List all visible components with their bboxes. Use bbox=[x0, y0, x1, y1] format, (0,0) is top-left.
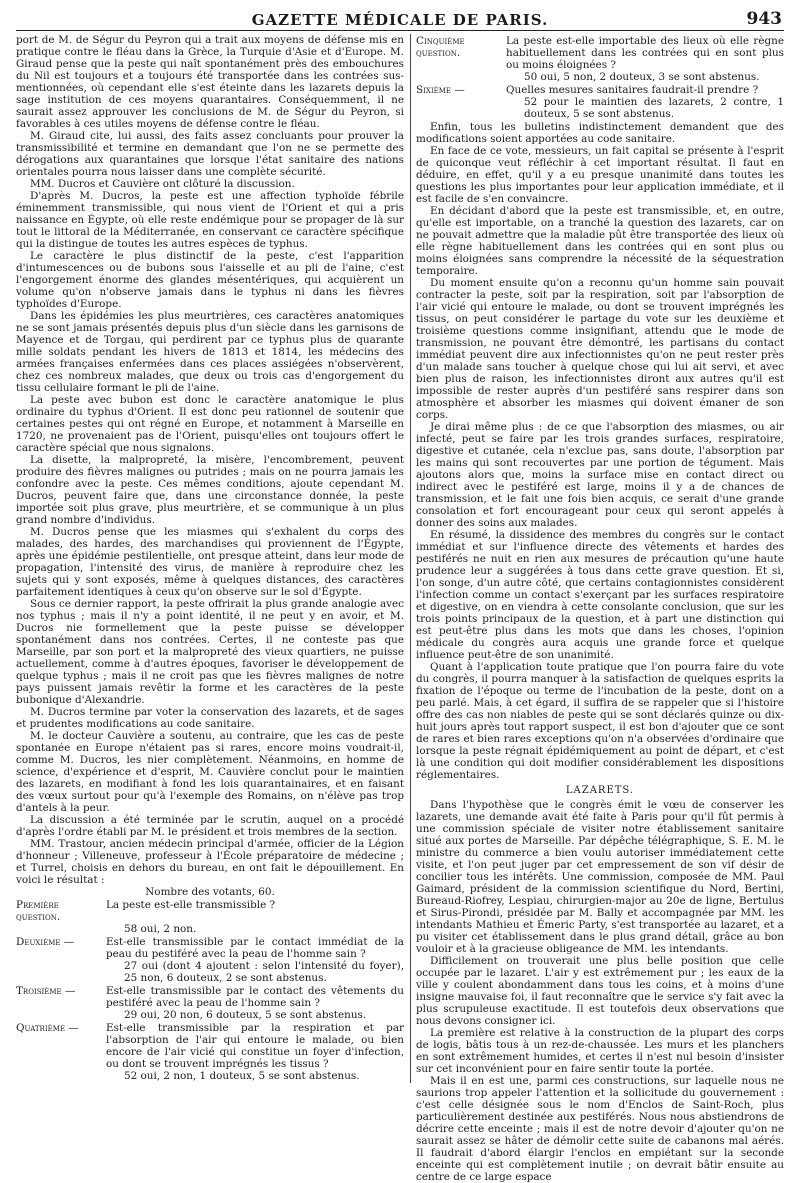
paragraph: Je dirai même plus : de ce que l'absorption des miasmes, ou air infecté, peut se faire par les trois grandes surfaces, respiratoire, digestive et cutanée, cela n'exclue pas, sans doute, l'absorption par les mains qui sont recouvertes par une portion de tégument. Mais ajoutons alors que, moins la surface mise en contact direct ou indirect avec le pestiféré est large, moins il y a de chances de transmission, et le fait une fois bien acquis, ce serait d'une grande consolation et fort encourageant pour ceux qui seront appelés à donner des soins aux malades. bbox=[416, 421, 784, 529]
paragraph: D'après M. Ducros, la peste est une affection typhoïde fébrile éminemment transmissible, qui nous vient de l'Orient et qui a pris naissance en Égypte, où elle reste endémique pour se propager de là sur tout le littoral de la Méditerranée, en conservant ce caractère spécifique qui la distingue de toutes les autres espèces de typhus. bbox=[16, 190, 404, 250]
paragraph: M. Giraud cite, lui aussi, des faits assez concluants pour prouver la transmissibilité et termine en demandant que l'on ne se permette des dérogations aux quarantaines que lorsque l'état sanitaire des nations orientales pourra nous laisser dans une complète sécurité. bbox=[16, 130, 404, 178]
paragraph: La discussion a été terminée par le scrutin, auquel on a procédé d'après l'ordre établi par M. le président et trois membres de la section. bbox=[16, 814, 404, 838]
paragraph: MM. Trastour, ancien médecin principal d'armée, officier de la Légion d'honneur ; Villeneuve, professeur à l'École préparatoire de médecine ; et Turrel, choisis en dehors du bureau, en ont fait le dépouillement. En voici le résultat : bbox=[16, 838, 404, 886]
paragraph: Du moment ensuite qu'on a reconnu qu'un homme sain pouvait contracter la peste, soit par la respiration, soit par l'absorption de l'air vicié qui entoure le malade, ou dont se trouvent imprégnés les tissus, on peut considérer le partage du vote sur les deuxième et troisième questions comme insignifiant, attendu que le mode de transmission, ne pouvant être démontré, les partisans du contact immédiat peuvent dire aux infectionnistes qu'on ne peut rester près d'un malade sans toucher à quelque chose qui lui ait servi, et avec bien plus de raison, les infectionnistes diront aux autres qu'il est impossible de rester auprès d'un pestiféré sans respirer dans son atmosphère et absorber les miasmes qui doivent émaner de son corps. bbox=[416, 277, 784, 421]
vote-question-1 bbox=[16, 899, 404, 935]
vote-question-4 bbox=[16, 1022, 404, 1082]
voters-count: Nombre des votants, 60. bbox=[145, 886, 275, 898]
paragraph: La disette, la malpropreté, la misère, l'encombrement, peuvent produire des fièvres malignes ou putrides ; mais on ne pourra jamais les confondre avec la peste. Ces mêmes conditions, ajoute cependant M. Ducros, peuvent faire que, dans une circonstance donnée, la peste importée soit plus grave, plus meurtrière, et se communique à un plus grand nombre d'individus. bbox=[16, 454, 404, 526]
paragraph: En face de ce vote, messieurs, un fait capital se présente à l'esprit de quiconque veut réfléchir à cet important résultat. Il faut en déduire, en effet, qu'il y a eu presque unanimité dans toutes les questions les plus importantes pour leur application immédiate, et il est facile de s'en convaincre. bbox=[416, 145, 784, 205]
paragraph: Sous ce dernier rapport, la peste offrirait la plus grande analogie avec nos typhus ; mais il n'y a point identité, il ne peut y en avoir, et M. Ducros nie formellement que la peste puisse se développer spontanément dans nos contrées. Certes, il ne conteste pas que Marseille, par son port et la malpropreté des vieux quartiers, ne puisse actuellement, comme à d'autres époques, favoriser le développement de quelque typhus ; mais il ne croit pas que les fièvres malignes de notre pays puissent jamais revêtir la forme et les caractères de la peste bubonique d'Alexandrie. bbox=[16, 598, 404, 706]
vote-question-2 bbox=[16, 936, 404, 984]
question-text: Quelles mesures sanitaires faudrait-il prendre ? bbox=[506, 84, 759, 96]
question-label: Quatrième — bbox=[16, 1022, 79, 1034]
question-label: Cinquième question. bbox=[416, 35, 465, 59]
vote-question-3 bbox=[16, 985, 404, 1021]
paragraph: port de M. de Ségur du Peyron qui a trait aux moyens de défense mis en pratique contre le fléau dans la Grèce, la Turquie d'Asie et d'Europe. M. Giraud pense que la peste qui naît spontanément près des embouchures du Nil est toujours et a toujours été transportée dans les contrées sus-mentionnées, où cependant elle s'est éteinte dans les lazarets depuis la sage institution de ces moyens quarantaires. Conséquemment, il ne saurait assez approuver les conclusions de M. de Ségur du Peyron, si favorables à ces utiles moyens de défense contre le fléau. bbox=[16, 34, 404, 130]
paragraph: Le caractère le plus distinctif de la peste, c'est l'apparition d'intumescences ou de bubons sous l'aisselle et au pli de l'aine, c'est l'engorgement énorme des glandes mésentériques, qui acquièrent un volume qu'on n'observe jamais dans le typhus ni dans les fièvres typhoïdes d'Europe. bbox=[16, 250, 404, 310]
paragraph: M. Ducros termine par voter la conservation des lazarets, et de sages et prudentes modifications au code sanitaire. bbox=[16, 706, 404, 730]
paragraph: Difficilement on trouverait une plus belle position que celle occupée par le lazaret. L'air y est extrêmement pur ; les eaux de la ville y coulent abondamment dans tous les coins, et à moins d'une insigne mauvaise foi, il faut reconnaître que le service s'y fait avec la plus scrupuleuse exactitude. Il est toutefois deux observations que nous devons consigner ici. bbox=[416, 955, 784, 1027]
question-result: 52 oui, 2 non, 1 douteux, 5 se sont abstenus. bbox=[124, 1070, 360, 1082]
question-result: 52 pour le maintien des lazarets, 2 contre, 1 douteux, 5 se sont abstenus. bbox=[524, 96, 784, 120]
vote-question-6 bbox=[416, 84, 784, 120]
left-column bbox=[16, 34, 404, 1083]
question-result: 50 oui, 5 non, 2 douteux, 3 se sont abstenus. bbox=[524, 71, 760, 83]
paragraph: Mais il en est une, parmi ces constructions, sur laquelle nous ne saurions trop appeler l'attention et la sollicitude du gouvernement : c'est celle désignée sous le nom d'Enclos de Saint-Roch, plus particulièrement destinée aux pestiférés. Nous nous abstiendrons de décrire cette enceinte ; mais il est de notre devoir d'ajouter qu'on ne saurait assez se hâter de démolir cette suite de cabanons mal aérés. Il faudrait d'abord élargir l'enclos en empiétant sur la seconde enceinte qui est complètement inutile ; on devrait bâtir ensuite au centre de ce large espace bbox=[416, 1075, 784, 1183]
question-text: Est-elle transmissible par le contact immédiat de la peau du pestiféré avec la peau de l'homme sain ? bbox=[106, 936, 404, 960]
vote-question-5 bbox=[416, 35, 784, 83]
paragraph: M. Ducros pense que les miasmes qui s'exhalent du corps des malades, des hardes, des marchandises qui proviennent de l'Égypte, après une épidémie pestilentielle, ont presque atteint, dans leur mode de propagation, l'intensité des virus, de manière à reproduire chez les sujets qui y sont exposés, même à quelques distances, des caractères parfaitement identiques à ceux qu'on observe sur le sol d'Égypte. bbox=[16, 526, 404, 598]
paragraph: Enfin, tous les bulletins indistinctement demandent que des modifications soient apportées au code sanitaire. bbox=[416, 121, 784, 145]
page-header bbox=[16, 0, 784, 31]
paragraph: Dans les épidémies les plus meurtrières, ces caractères anatomiques ne se sont jamais présentés depuis plus d'un siècle dans les garnisons de Mayence et de Torgau, qui perdirent par ce typhus plus de quarante mille soldats pendant les hivers de 1813 et 1814, les médecins des armées françaises enfermées dans ces places assiégées n'observèrent, chez ces nombreux malades, que deux ou trois cas d'engorgement du tissu cellulaire formant le pli de l'aine. bbox=[16, 310, 404, 394]
question-text: Est-elle transmissible par le contact des vêtements du pestiféré avec la peau de l'homme sain ? bbox=[106, 985, 404, 1009]
running-title: GAZETTE MÉDICALE DE PARIS. bbox=[251, 11, 549, 29]
question-label: Sixième — bbox=[416, 84, 465, 96]
paragraph: MM. Ducros et Cauvière ont clôturé la discussion. bbox=[30, 178, 295, 190]
question-result: 27 oui (dont 4 ajoutent : selon l'intensité du foyer), 25 non, 6 douteux, 2 se sont abstenus. bbox=[124, 960, 404, 984]
question-label: Troisième — bbox=[16, 985, 76, 997]
column-divider bbox=[410, 34, 411, 1083]
paragraph: En résumé, la dissidence des membres du congrès sur le contact immédiat et sur l'influence directe des vêtements et hardes des pestiférés ne nuit en rien aux mesures de précaution qu'une haute prudence leur a suggérées à tous dans cette grave question. Et si, l'on songe, d'un autre côté, que certains contagionnistes considèrent l'infection comme un contact s'exerçant par les surfaces respiratoire et digestive, on en viendra à cette consolante conclusion, que sur les trois points principaux de la question, et à part une distinction qui est peut-être plus dans les mots que dans les choses, l'opinion médicale du congrès aura acquis une grande force et quelque influence peut-être de son unanimité. bbox=[416, 529, 784, 661]
question-result: 58 oui, 2 non. bbox=[124, 923, 197, 935]
page-number: 943 bbox=[746, 9, 782, 29]
question-text: Est-elle transmissible par la respiration et par l'absorption de l'air qui entoure le malade, ou bien encore de l'air vicié qui constitue un foyer d'infection, ou dont se trouvent imprégnés les tissus ? bbox=[106, 1022, 404, 1070]
paragraph: La peste avec bubon est donc le caractère anatomique le plus ordinaire du typhus d'Orient. Il est donc peu rationnel de soutenir que certaines pestes qui ont régné en Europe, et notamment à Marseille en 1720, ne provenaient pas de l'Orient, puisqu'elles ont toujours offert le caractère spécial que nous signalons. bbox=[16, 394, 404, 454]
right-column bbox=[416, 34, 784, 1183]
paragraph: En décidant d'abord que la peste est transmissible, et, en outre, qu'elle est importable, on a tranché la question des lazarets, car on ne pouvait admettre que la maladie pût être transportée des lieux où elle règne habituellement dans les contrées qui en sont plus ou moins éloignées sans comprendre la nécessité de la séquestration temporaire. bbox=[416, 205, 784, 277]
paragraph: La première est relative à la construction de la plupart des corps de logis, bâtis tous à un rez-de-chaussée. Les murs et les planchers en sont extrêmement humides, et certes il n'est nul besoin d'insister sur cet inconvénient pour en faire sentir toute la portée. bbox=[416, 1027, 784, 1075]
paragraph: Quant à l'application toute pratique que l'on pourra faire du vote du congrès, il pourra manquer à la satisfaction de quelques esprits la fixation de l'époque ou terme de l'incubation de la peste, dont on a peu parlé. Mais, à cet égard, il suffira de se rappeler que si l'histoire offre des cas non niables de peste qui se sont déclarés quinze ou dix-huit jours après tout rapport suspect, il est bon d'ajouter que ce sont de rares et bien rares exceptions qu'on n'a observées d'ordinaire que lorsque la peste régnait épidémiquement au point de départ, et c'est là une condition qui doit modifier considérablement les dispositions réglementaires. bbox=[416, 661, 784, 781]
section-title: LAZARETS. bbox=[565, 785, 635, 796]
question-label: Deuxième — bbox=[16, 936, 75, 948]
question-result: 29 oui, 20 non, 6 douteux, 5 se sont abstenus. bbox=[124, 1009, 367, 1021]
question-label: Première question. bbox=[16, 899, 61, 923]
paragraph: Dans l'hypothèse que le congrès émit le vœu de conserver les lazarets, une demande avait été faite à Paris pour qu'il fût permis à une commission spéciale de visiter notre établissement sanitaire situé aux portes de Marseille. Par dépêche télégraphique, S. E. M. le ministre du commerce a bien voulu autoriser immédiatement cette visite, et l'on peut juger par cet empressement de son vif désir de concilier tous les intérêts. Une commission, composée de MM. Paul Gaimard, président de la commission scientifique du Nord, Bertini, Bureaud-Riofrey, Lespiau, chirurgien-major au 20e de ligne, Bertulus et Sirus-Pirondi, présidée par M. Bally et accompagnée par MM. les intendants Mathieu et Émeric Party, s'est transportée au lazaret, et a pu visiter cet établissement dans le plus grand détail, grâce au bon vouloir et à la gracieuse obligeance de MM. les intendants. bbox=[416, 799, 784, 955]
paragraph: M. le docteur Cauvière a soutenu, au contraire, que les cas de peste spontanée en Europe n'étaient pas si rares, encore moins voudrait-il, comme M. Ducros, les nier complètement. Néanmoins, en homme de science, d'expérience et d'esprit, M. Cauvière conclut pour le maintien des lazarets, en modifiant à fond les lois quarantainaires, et en faisant des vœux surtout pour qu'à l'exemple des Romains, on n'élève pas trop d'antels à la peur. bbox=[16, 730, 404, 814]
question-text: La peste est-elle importable des lieux où elle règne habituellement dans les contrées qui en sont plus ou moins éloignées ? bbox=[506, 35, 784, 71]
question-text: La peste est-elle transmissible ? bbox=[106, 899, 276, 911]
newspaper-page bbox=[16, 0, 784, 1183]
